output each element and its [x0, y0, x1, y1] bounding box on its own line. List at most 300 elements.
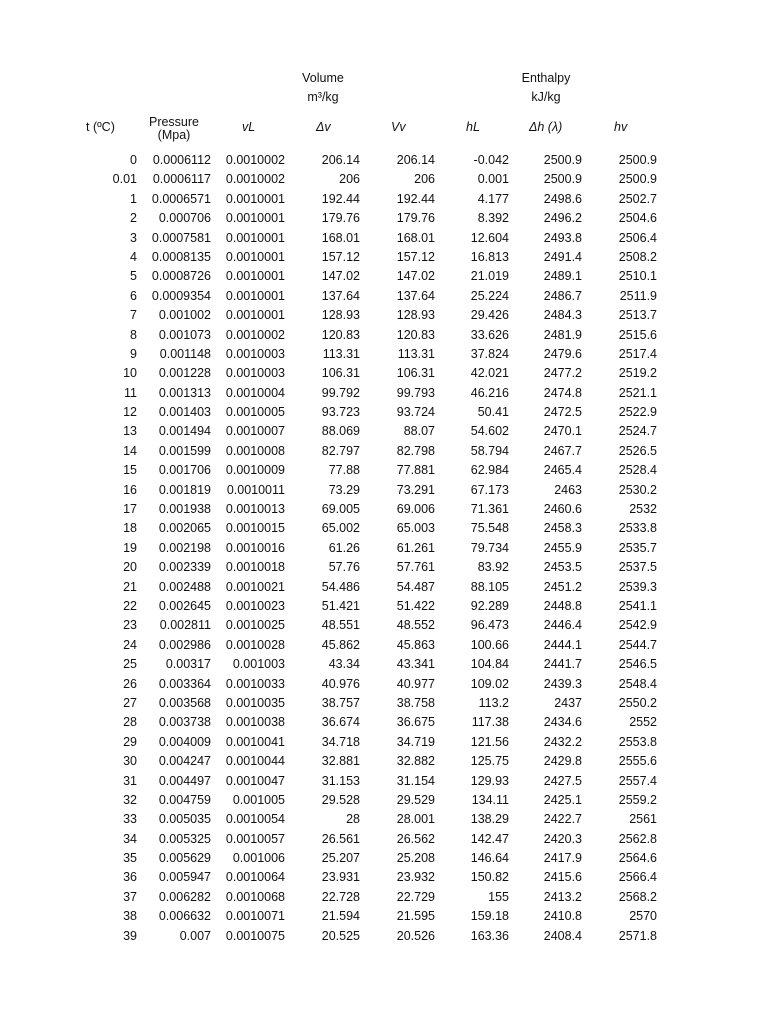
vl-cell: 0.0010001	[225, 211, 285, 226]
table-row	[0, 461, 768, 480]
delta-h-cell: 2460.6	[543, 502, 582, 517]
pressure-cell: 0.001073	[158, 327, 211, 342]
vv-cell: 48.552	[396, 618, 435, 633]
vl-cell: 0.0010001	[225, 269, 285, 284]
hl-cell: 83.92	[477, 560, 509, 575]
pressure-cell: 0.001403	[158, 405, 211, 420]
temperature-cell: 30	[123, 754, 137, 769]
pressure-cell: 0.005947	[158, 870, 211, 885]
vv-cell: 43.341	[396, 657, 435, 672]
pressure-cell: 0.004497	[158, 773, 211, 788]
hv-cell: 2517.4	[618, 346, 657, 361]
pressure-cell: 0.003568	[158, 695, 211, 710]
vl-cell: 0.0010047	[225, 773, 285, 788]
pressure-cell: 0.0006117	[152, 172, 211, 187]
hv-cell: 2562.8	[618, 831, 657, 846]
hv-cell: 2559.2	[618, 792, 657, 807]
delta-v-cell: 88.069	[321, 424, 360, 439]
steam-table-body	[0, 151, 768, 946]
vl-cell: 0.0010033	[225, 676, 285, 691]
delta-h-cell: 2481.9	[543, 327, 582, 342]
table-row	[0, 733, 768, 752]
delta-v-cell: 40.976	[321, 676, 360, 691]
delta-h-cell: 2448.8	[543, 598, 582, 613]
vv-cell: 157.12	[396, 249, 435, 264]
vv-cell: 26.562	[396, 831, 435, 846]
pressure-cell: 0.0006112	[152, 153, 211, 167]
temperature-cell: 18	[123, 521, 137, 536]
temperature-cell: 28	[123, 715, 137, 730]
pressure-cell: 0.0008726	[151, 269, 211, 284]
vv-cell: 69.006	[396, 502, 435, 517]
hl-cell: 142.47	[470, 831, 509, 846]
vl-cell: 0.0010005	[225, 405, 285, 420]
hl-cell: 67.173	[470, 482, 509, 497]
temperature-cell: 16	[123, 482, 137, 497]
column-header-hl: hL	[466, 120, 480, 134]
column-header-temperature: t (ºC)	[86, 120, 115, 134]
vv-cell: 99.793	[396, 385, 435, 400]
vl-cell: 0.001003	[232, 657, 285, 672]
hv-cell: 2524.7	[618, 424, 657, 439]
table-row	[0, 888, 768, 907]
temperature-cell: 5	[130, 269, 137, 284]
delta-h-cell: 2425.1	[543, 792, 582, 807]
vv-cell: 34.719	[396, 734, 435, 749]
delta-v-cell: 99.792	[321, 385, 360, 400]
hv-cell: 2542.9	[618, 618, 657, 633]
temperature-cell: 36	[123, 870, 137, 885]
vv-cell: 38.758	[396, 695, 435, 710]
temperature-cell: 32	[123, 792, 137, 807]
pressure-cell: 0.006282	[158, 889, 211, 904]
hv-cell: 2526.5	[618, 443, 657, 458]
enthalpy-unit: kJ/kg	[531, 90, 561, 104]
table-row	[0, 384, 768, 403]
delta-h-cell: 2479.6	[543, 346, 582, 361]
hl-cell: 117.38	[471, 715, 509, 730]
delta-h-cell: 2463	[554, 482, 582, 497]
pressure-cell: 0.001494	[158, 424, 211, 439]
vv-cell: 45.863	[396, 637, 435, 652]
hl-cell: 125.75	[470, 754, 509, 769]
delta-h-cell: 2415.6	[543, 870, 582, 885]
delta-v-cell: 43.34	[328, 657, 360, 672]
delta-v-cell: 73.29	[328, 482, 360, 497]
hl-cell: 146.64	[470, 851, 509, 866]
temperature-cell: 6	[130, 288, 137, 303]
vl-cell: 0.0010009	[225, 463, 285, 478]
vv-cell: 22.729	[396, 889, 435, 904]
hv-cell: 2552	[629, 715, 657, 730]
hl-cell: 79.734	[470, 540, 509, 555]
delta-v-cell: 157.12	[321, 249, 360, 264]
delta-h-cell: 2489.1	[543, 269, 582, 284]
hv-cell: 2500.9	[618, 153, 657, 167]
temperature-cell: 11	[124, 385, 137, 400]
table-row	[0, 519, 768, 538]
table-row	[0, 578, 768, 597]
delta-v-cell: 137.64	[321, 288, 360, 303]
hl-cell: 113.2	[478, 695, 509, 710]
table-row	[0, 422, 768, 441]
hv-cell: 2535.7	[618, 540, 657, 555]
vv-cell: 206.14	[396, 153, 435, 167]
pressure-cell: 0.001599	[158, 443, 211, 458]
hv-cell: 2504.6	[618, 211, 657, 226]
hl-cell: 50.41	[477, 405, 509, 420]
delta-v-cell: 179.76	[321, 211, 360, 226]
delta-h-cell: 2451.2	[543, 579, 582, 594]
vv-cell: 36.675	[396, 715, 435, 730]
delta-h-cell: 2496.2	[543, 211, 582, 226]
hv-cell: 2502.7	[618, 191, 657, 206]
hv-cell: 2548.4	[618, 676, 657, 691]
pressure-cell: 0.000706	[158, 211, 211, 226]
temperature-cell: 35	[123, 851, 137, 866]
pressure-header-line1: Pressure	[148, 115, 200, 129]
hl-cell: 29.426	[470, 308, 509, 323]
delta-h-cell: 2437	[554, 695, 582, 710]
delta-h-cell: 2493.8	[543, 230, 582, 245]
hv-cell: 2546.5	[618, 657, 657, 672]
hv-cell: 2533.8	[618, 521, 657, 536]
pressure-cell: 0.007	[179, 928, 211, 943]
pressure-cell: 0.0007581	[151, 230, 211, 245]
temperature-cell: 29	[123, 734, 137, 749]
delta-v-cell: 32.881	[321, 754, 360, 769]
hl-cell: 25.224	[470, 288, 509, 303]
hl-cell: 163.36	[470, 928, 509, 943]
pressure-cell: 0.001938	[158, 502, 211, 517]
vl-cell: 0.0010021	[225, 579, 285, 594]
hl-cell: 129.93	[470, 773, 509, 788]
table-row	[0, 810, 768, 829]
vv-cell: 73.291	[396, 482, 435, 497]
delta-v-cell: 22.728	[321, 889, 360, 904]
delta-h-cell: 2474.8	[543, 385, 582, 400]
delta-h-cell: 2427.5	[543, 773, 582, 788]
vl-cell: 0.0010035	[225, 695, 285, 710]
pressure-cell: 0.004009	[158, 734, 211, 749]
table-row	[0, 345, 768, 364]
column-header-vv: Vv	[391, 120, 406, 134]
column-header-delta-v: Δv	[316, 120, 331, 134]
vl-cell: 0.001006	[232, 851, 285, 866]
vv-cell: 40.977	[396, 676, 435, 691]
hl-cell: 138.29	[470, 812, 509, 827]
hv-cell: 2544.7	[618, 637, 657, 652]
delta-v-cell: 26.561	[321, 831, 360, 846]
delta-h-cell: 2455.9	[543, 540, 582, 555]
pressure-cell: 0.003738	[158, 715, 211, 730]
table-row	[0, 209, 768, 228]
pressure-cell: 0.002065	[158, 521, 211, 536]
volume-title: Volume	[302, 71, 344, 85]
table-row	[0, 694, 768, 713]
table-row	[0, 364, 768, 383]
table-row	[0, 868, 768, 887]
vv-cell: 57.761	[396, 560, 435, 575]
delta-h-cell: 2432.2	[543, 734, 582, 749]
hv-cell: 2561	[629, 812, 657, 827]
vl-cell: 0.0010075	[225, 928, 285, 943]
hl-cell: 46.216	[470, 385, 509, 400]
hv-cell: 2557.4	[618, 773, 657, 788]
delta-h-cell: 2470.1	[543, 424, 582, 439]
delta-v-cell: 120.83	[321, 327, 360, 342]
pressure-cell: 0.001002	[158, 308, 211, 323]
vv-cell: 168.01	[396, 230, 435, 245]
pressure-cell: 0.002198	[158, 540, 211, 555]
hl-cell: 88.105	[470, 579, 509, 594]
hl-cell: 150.82	[470, 870, 509, 885]
hv-cell: 2539.3	[618, 579, 657, 594]
temperature-cell: 13	[123, 424, 137, 439]
delta-v-cell: 29.528	[321, 792, 360, 807]
vv-cell: 29.529	[396, 792, 435, 807]
vv-cell: 128.93	[396, 308, 435, 323]
vl-cell: 0.0010018	[225, 560, 285, 575]
temperature-cell: 21	[123, 579, 137, 594]
temperature-cell: 9	[130, 346, 137, 361]
vv-cell: 120.83	[396, 327, 435, 342]
vl-cell: 0.0010041	[225, 734, 285, 749]
delta-h-cell: 2458.3	[543, 521, 582, 536]
delta-h-cell: 2434.6	[543, 715, 582, 730]
column-header-hv: hv	[614, 120, 628, 134]
hl-cell: 71.361	[470, 502, 509, 517]
pressure-cell: 0.004759	[158, 792, 211, 807]
hv-cell: 2566.4	[618, 870, 657, 885]
delta-v-cell: 48.551	[321, 618, 360, 633]
delta-v-cell: 20.525	[321, 928, 360, 943]
vl-cell: 0.0010002	[225, 153, 285, 167]
hl-cell: 159.18	[470, 909, 509, 924]
hv-cell: 2564.6	[618, 851, 657, 866]
delta-v-cell: 113.31	[322, 346, 360, 361]
hl-cell: 104.84	[470, 657, 509, 672]
hv-cell: 2506.4	[618, 230, 657, 245]
hl-cell: 121.56	[470, 734, 509, 749]
delta-v-cell: 25.207	[321, 851, 360, 866]
table-row	[0, 190, 768, 209]
temperature-cell: 37	[123, 889, 137, 904]
temperature-cell: 26	[123, 676, 137, 691]
pressure-cell: 0.001148	[159, 346, 211, 361]
delta-v-cell: 36.674	[321, 715, 360, 730]
temperature-cell: 23	[123, 618, 137, 633]
delta-h-cell: 2408.4	[543, 928, 582, 943]
table-row	[0, 713, 768, 732]
delta-h-cell: 2491.4	[543, 249, 582, 264]
delta-h-cell: 2453.5	[543, 560, 582, 575]
table-row	[0, 170, 768, 189]
temperature-cell: 20	[123, 560, 137, 575]
pressure-cell: 0.002645	[158, 598, 211, 613]
table-row	[0, 267, 768, 286]
hl-cell: 96.473	[470, 618, 509, 633]
delta-v-cell: 34.718	[321, 734, 360, 749]
pressure-header-line2: (Mpa)	[157, 128, 191, 142]
vv-cell: 137.64	[396, 288, 435, 303]
enthalpy-group-header	[500, 69, 592, 107]
table-row	[0, 849, 768, 868]
hv-cell: 2508.2	[618, 249, 657, 264]
table-row	[0, 830, 768, 849]
pressure-cell: 0.001228	[158, 366, 211, 381]
column-header-vl: vL	[242, 120, 256, 134]
delta-v-cell: 206	[339, 172, 360, 187]
delta-v-cell: 65.002	[321, 521, 360, 536]
temperature-cell: 1	[130, 191, 137, 206]
vv-cell: 54.487	[396, 579, 435, 594]
temperature-cell: 4	[130, 249, 137, 264]
hl-cell: 75.548	[470, 521, 509, 536]
hv-cell: 2555.6	[618, 754, 657, 769]
hl-cell: 100.66	[470, 637, 509, 652]
pressure-cell: 0.001706	[158, 463, 211, 478]
delta-v-cell: 38.757	[321, 695, 360, 710]
temperature-cell: 8	[130, 327, 137, 342]
vl-cell: 0.0010011	[226, 482, 285, 497]
vl-cell: 0.0010038	[225, 715, 285, 730]
vl-cell: 0.0010064	[225, 870, 285, 885]
temperature-cell: 0.01	[112, 172, 137, 187]
vl-cell: 0.001005	[232, 792, 285, 807]
hv-cell: 2511.9	[619, 288, 657, 303]
hv-cell: 2530.2	[618, 482, 657, 497]
hl-cell: 8.392	[477, 211, 509, 226]
vl-cell: 0.0010003	[225, 366, 285, 381]
vv-cell: 28.001	[396, 812, 435, 827]
delta-v-cell: 54.486	[321, 579, 360, 594]
hl-cell: 58.794	[470, 443, 509, 458]
table-row	[0, 597, 768, 616]
hl-cell: 134.11	[471, 792, 509, 807]
volume-group-header	[275, 69, 371, 107]
hl-cell: 54.602	[470, 424, 509, 439]
vv-cell: 192.44	[396, 191, 435, 206]
delta-h-cell: 2486.7	[543, 288, 582, 303]
vl-cell: 0.0010068	[225, 889, 285, 904]
temperature-cell: 24	[123, 637, 137, 652]
hv-cell: 2537.5	[618, 560, 657, 575]
delta-v-cell: 61.26	[328, 540, 360, 555]
vv-cell: 106.31	[396, 366, 435, 381]
delta-v-cell: 21.594	[321, 909, 360, 924]
vl-cell: 0.0010044	[225, 754, 285, 769]
table-row	[0, 442, 768, 461]
vv-cell: 25.208	[396, 851, 435, 866]
delta-h-cell: 2500.9	[543, 172, 582, 187]
vl-cell: 0.0010001	[225, 230, 285, 245]
delta-h-cell: 2417.9	[543, 851, 582, 866]
table-row	[0, 151, 768, 170]
vl-cell: 0.0010001	[225, 288, 285, 303]
volume-unit: m³/kg	[307, 90, 339, 104]
pressure-cell: 0.002488	[158, 579, 211, 594]
temperature-cell: 34	[123, 831, 137, 846]
hv-cell: 2515.6	[618, 327, 657, 342]
temperature-cell: 0	[130, 153, 137, 167]
delta-v-cell: 69.005	[321, 502, 360, 517]
delta-v-cell: 82.797	[321, 443, 360, 458]
vv-cell: 20.526	[396, 928, 435, 943]
delta-v-cell: 168.01	[321, 230, 360, 245]
temperature-cell: 38	[123, 909, 137, 924]
vv-cell: 32.882	[396, 754, 435, 769]
temperature-cell: 15	[123, 463, 137, 478]
table-row	[0, 306, 768, 325]
vv-cell: 61.261	[396, 540, 435, 555]
vl-cell: 0.0010002	[225, 172, 285, 187]
vl-cell: 0.0010008	[225, 443, 285, 458]
vl-cell: 0.0010001	[225, 191, 285, 206]
pressure-cell: 0.0008135	[151, 249, 211, 264]
pressure-cell: 0.001819	[158, 482, 211, 497]
hl-cell: -0.042	[473, 153, 509, 167]
delta-v-cell: 51.421	[321, 598, 360, 613]
delta-v-cell: 23.931	[321, 870, 360, 885]
hl-cell: 33.626	[470, 327, 509, 342]
temperature-cell: 12	[123, 405, 137, 420]
pressure-cell: 0.005629	[158, 851, 211, 866]
temperature-cell: 25	[123, 657, 137, 672]
table-row	[0, 248, 768, 267]
hl-cell: 0.001	[477, 172, 509, 187]
table-row	[0, 907, 768, 926]
vv-cell: 65.003	[396, 521, 435, 536]
vv-cell: 93.724	[396, 405, 435, 420]
table-row	[0, 752, 768, 771]
vv-cell: 113.31	[397, 346, 435, 361]
vv-cell: 179.76	[396, 211, 435, 226]
delta-h-cell: 2420.3	[543, 831, 582, 846]
delta-h-cell: 2467.7	[543, 443, 582, 458]
table-row	[0, 558, 768, 577]
vl-cell: 0.0010002	[225, 327, 285, 342]
temperature-cell: 17	[123, 502, 137, 517]
column-header-pressure	[140, 116, 208, 142]
table-row	[0, 326, 768, 345]
hl-cell: 4.177	[477, 191, 509, 206]
vl-cell: 0.0010071	[225, 909, 285, 924]
table-row	[0, 655, 768, 674]
temperature-cell: 2	[130, 211, 137, 226]
table-row	[0, 772, 768, 791]
delta-v-cell: 147.02	[321, 269, 360, 284]
delta-v-cell: 31.153	[321, 773, 360, 788]
delta-h-cell: 2444.1	[543, 637, 582, 652]
delta-v-cell: 45.862	[321, 637, 360, 652]
temperature-cell: 22	[123, 598, 137, 613]
hv-cell: 2522.9	[618, 405, 657, 420]
hv-cell: 2568.2	[618, 889, 657, 904]
vl-cell: 0.0010001	[225, 308, 285, 323]
hl-cell: 92.289	[470, 598, 509, 613]
table-row	[0, 287, 768, 306]
temperature-cell: 19	[123, 540, 137, 555]
delta-v-cell: 77.88	[328, 463, 360, 478]
hv-cell: 2570	[629, 909, 657, 924]
delta-v-cell: 93.723	[321, 405, 360, 420]
pressure-cell: 0.0006571	[151, 191, 211, 206]
temperature-cell: 33	[123, 812, 137, 827]
hl-cell: 109.02	[470, 676, 509, 691]
delta-h-cell: 2413.2	[543, 889, 582, 904]
vv-cell: 82.798	[396, 443, 435, 458]
